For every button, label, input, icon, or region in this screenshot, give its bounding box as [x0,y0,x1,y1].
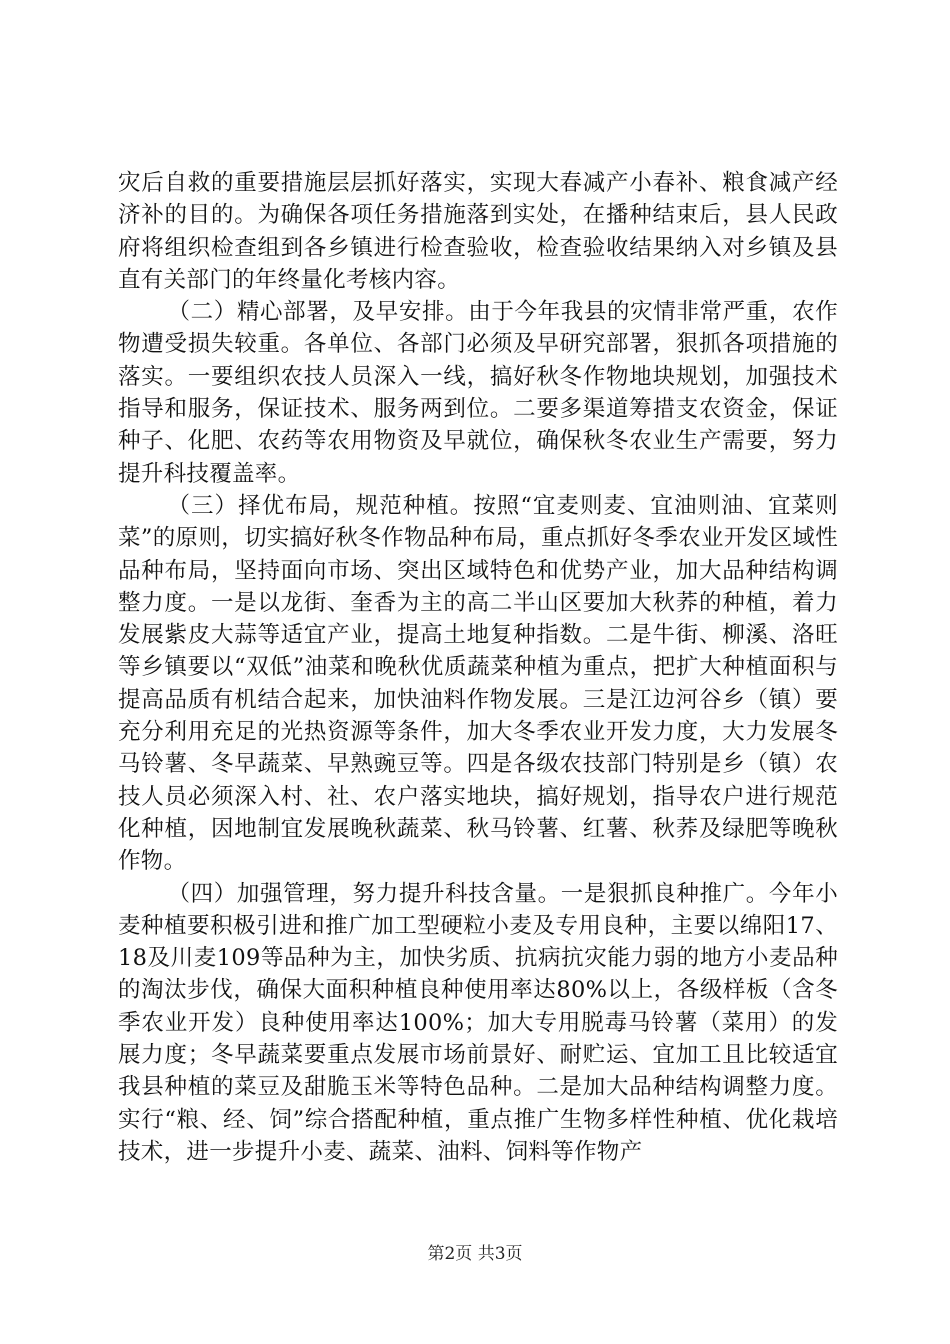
paragraph-1: 灾后自救的重要措施层层抓好落实，实现大春减产小春补、粮食减产经济补的目的。为确保各项任务措施落到实处，在播种结束后，县人民政府将组织检查组到各乡镇进行检查验收，检查验收结果纳入对乡镇及县直有关部门的年终量化考核内容。 [118,170,838,293]
paragraph-4: （四）加强管理，努力提升科技含量。一是狠抓良种推广。今年小麦种植要积极引进和推广加工型硬粒小麦及专用良种，主要以绵阳17、18及川麦109等品种为主，加快劣质、抗病抗灾能力弱的地方小麦品种的淘汰步伐，确保大面积种植良种使用率达80%以上，各级样板（含冬季农业开发）良种使用率达100%；加大专用脱毒马铃薯（菜用）的发展力度；冬早蔬菜要重点发展市场前景好、耐贮运、宜加工且比较适宜我县种植的菜豆及甜脆玉米等特色品种。二是加大品种结构调整力度。实行“粮、经、饲”综合搭配种植，重点推广生物多样性种植、优化栽培技术，进一步提升小麦、蔬菜、油料、饲料等作物产 [118,880,838,1165]
paragraph-2: （二）精心部署，及早安排。由于今年我县的灾情非常严重，农作物遭受损失较重。各单位、各部门必须及早研究部署，狠抓各项措施的落实。一要组织农技人员深入一线，搞好秋冬作物地块规划，加强技术指导和服务，保证技术、服务两到位。二要多渠道筹措支农资金，保证种子、化肥、农药等农用物资及早就位，确保秋冬农业生产需要，努力提升科技覆盖率。 [118,299,838,487]
page-number-footer: 第2页 共3页 [427,1244,523,1264]
paragraph-3: （三）择优布局，规范种植。按照“宜麦则麦、宜油则油、宜菜则菜”的原则，切实搞好秋冬作物品种布局，重点抓好冬季农业开发区域性品种布局，坚持面向市场、突出区域特色和优势产业，加大品种结构调整力度。一是以龙街、奎香为主的高二半山区要加大秋荞的种植，着力发展紫皮大蒜等适宜产业，提高土地复种指数。二是牛街、柳溪、洛旺等乡镇要以“双低”油菜和晚秋优质蔬菜种植为重点，把扩大种植面积与提高品质有机结合起来，加快油料作物发展。三是江边河谷乡（镇）要充分利用充足的光热资源等条件，加大冬季农业开发力度，大力发展冬马铃薯、冬早蔬菜、早熟豌豆等。四是各级农技部门特别是乡（镇）农技人员必须深入村、社、农户落实地块，搞好规划，指导农户进行规范化种植，因地制宜发展晚秋蔬菜、秋马铃薯、红薯、秋荞及绿肥等晚秋作物。 [118,492,838,875]
document-body [118,167,838,1168]
